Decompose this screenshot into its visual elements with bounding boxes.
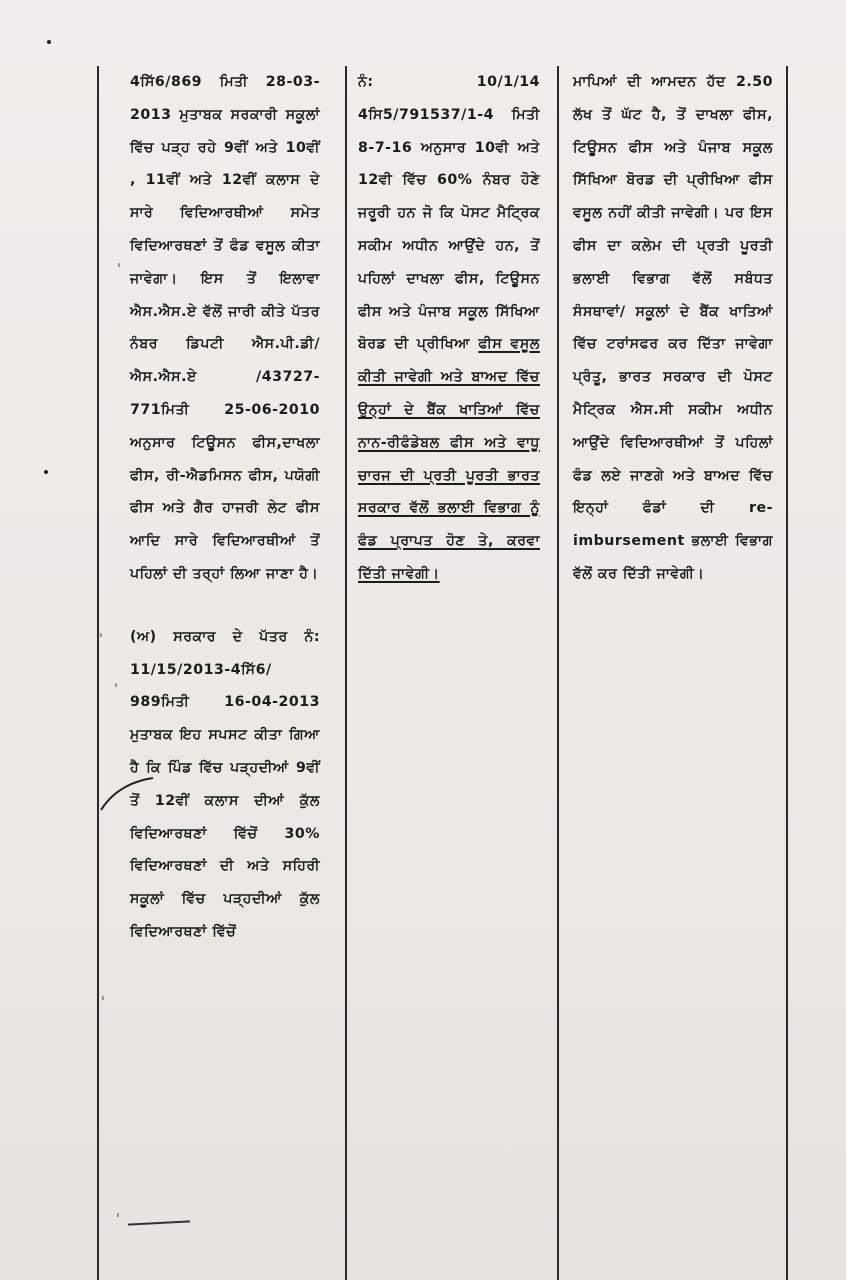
paragraph-middle xyxy=(358,66,540,591)
column-middle xyxy=(358,66,540,591)
paragraph-left-sub-a: (ਅ) ਸਰਕਾਰ ਦੇ ਪੱਤਰ ਨੰ: 11/15/2013-4ਸਿੱ6/ 989ਮਿਤੀ 16-04-2013 ਮੁਤਾਬਕ ਇਹ ਸਪਸਟ ਕੀਤਾ ਗਿਆ ਹੈ ਕਿ ਪਿੰਡ ਵਿੱਚ ਪੜ੍ਹਦੀਆਂ 9ਵੀਂ ਤੋਂ 12ਵੀਂ ਕਲਾਸ ਦੀਆਂ ਕੁੱਲ ਵਿਦਿਆਰਥਣਾਂ ਵਿੱਚੋਂ 30% ਵਿਦਿਆਰਥਣਾਂ ਦੀ ਅਤੇ ਸਹਿਰੀ ਸਕੂਲਾਂ ਵਿੱਚ ਪੜ੍ਹਦੀਆਂ ਕੁੱਲ ਵਿਦਿਆਰਥਣਾਂ ਵਿੱਚੋਂ xyxy=(130,628,320,940)
margin-tick-2: ˈ xyxy=(99,632,103,648)
column-divider-middle-left xyxy=(345,66,347,1280)
paragraph-middle-underlined: ਫੀਸ ਵਸੂਲ ਕੀਤੀ ਜਾਵੇਗੀ ਅਤੇ ਬਾਅਦ ਵਿੱਚ ਉਨ੍ਹਾਂ ਦੇ ਬੈਂਕ ਖਾਤਿਆਂ ਵਿੱਚ ਨਾਨ-ਰੀਫੰਡੇਬਲ ਫੀਸ ਅਤੇ ਵਾਧੂ ਚਾਰਜ ਦੀ ਪ੍ਰਤੀ ਪੂਰਤੀ ਭਾਰਤ ਸਰਕਾਰ ਵੱਲੋਂ ਭਲਾਈ ਵਿਭਾਗ ਨੂੰ ਫੰਡ ਪ੍ਰਾਪਤ ਹੋਣ ਤੇ, ਕਰਵਾ ਦਿੱਤੀ ਜਾਵੇਗੀ। xyxy=(358,336,540,582)
column-left xyxy=(130,66,320,949)
column-divider-right xyxy=(786,66,788,1280)
pen-tick-mark xyxy=(97,776,157,816)
paragraph-middle-plain: ਨੰ: 10/1/14 4ਸਿ5/791537/1-4 ਮਿਤੀ 8-7-16 ਅਨੁਸਾਰ 10ਵੀ ਅਤੇ 12ਵੀ ਵਿੱਚ 60% ਨੰਬਰ ਹੋਣੇ ਜਰੂਰੀ ਹਨ ਜੋ ਕਿ ਪੋਸਟ ਮੈਟ੍ਰਿਕ ਸਕੀਮ ਅਧੀਨ ਆਉਂਦੇ ਹਨ, ਤੋਂ ਪਹਿਲਾਂ ਦਾਖਲਾ ਫੀਸ, ਟਿਊਸਨ ਫੀਸ ਅਤੇ ਪੰਜਾਬ ਸਕੂਲ ਸਿੱਖਿਆ ਬੋਰਡ ਦੀ ਪ੍ਰੀਖਿਆ xyxy=(358,74,540,353)
margin-tick-5: ˈ xyxy=(116,1212,120,1228)
paragraph-left-main: 4ਸਿੱ6/869 ਮਿਤੀ 28-03-2013 ਮੁਤਾਬਕ ਸਰਕਾਰੀ ਸਕੂਲਾਂ ਵਿੱਚ ਪੜ੍ਹ ਰਹੇ 9ਵੀਂ ਅਤੇ 10ਵੀਂ , 11ਵੀਂ ਅਤੇ 12ਵੀਂ ਕਲਾਸ ਦੇ ਸਾਰੇ ਵਿਦਿਆਰਥੀਆਂ ਸਮੇਤ ਵਿਦਿਆਰਥਣਾਂ ਤੋਂ ਫੰਡ ਵਸੂਲ ਕੀਤਾ ਜਾਵੇਗਾ। ਇਸ ਤੋਂ ਇਲਾਵਾ ਐਸ.ਐਸ.ਏ ਵੱਲੋਂ ਜਾਰੀ ਕੀਤੇ ਪੱਤਰ ਨੰਬਰ ਡਿਪਟੀ ਐਸ.ਪੀ.ਡੀ/ ਐਸ.ਐਸ.ਏ /43727-771ਮਿਤੀ 25-06-2010 ਅਨੁਸਾਰ ਟਿਊਸਨ ਫੀਸ,ਦਾਖਲਾ ਫੀਸ, ਰੀ-ਐਡਮਿਸਨ ਫੀਸ, ਪਯੋਗੀ ਫੀਸ ਅਤੇ ਗੈਰ ਹਾਜਰੀ ਲੇਟ ਫੀਸ ਆਦਿ ਸਾਰੇ ਵਿਦਿਆਰਥੀਆਂ ਤੋਂ ਪਹਿਲਾਂ ਦੀ ਤਰ੍ਹਾਂ ਲਿਆ ਜਾਣਾ ਹੈ। xyxy=(130,74,320,582)
margin-tick-1: ˈ xyxy=(117,262,121,278)
margin-tick-4: ˈ xyxy=(101,995,105,1011)
paragraph-right: ਮਾਪਿਆਂ ਦੀ ਆਮਦਨ ਹੱਦ 2.50 ਲੱਖ ਤੋਂ ਘੱਟ ਹੈ, ਤੋਂ ਦਾਖਲਾ ਫੀਸ, ਟਿਊਸਨ ਫੀਸ ਅਤੇ ਪੰਜਾਬ ਸਕੂਲ ਸਿੱਖਿਆ ਬੋਰਡ ਦੀ ਪ੍ਰੀਖਿਆ ਫੀਸ ਵਸੂਲ ਨਹੀਂ ਕੀਤੀ ਜਾਵੇਗੀ। ਪਰ ਇਸ ਫੀਸ ਦਾ ਕਲੇਮ ਦੀ ਪ੍ਰਤੀ ਪੂਰਤੀ ਭਲਾਈ ਵਿਭਾਗ ਵੱਲੋਂ ਸਬੰਧਤ ਸੰਸਥਾਵਾਂ/ ਸਕੂਲਾਂ ਦੇ ਬੈਂਕ ਖਾਤਿਆਂ ਵਿੱਚ ਟਰਾਂਸਫਰ ਕਰ ਦਿੱਤਾ ਜਾਵੇਗਾ ਪ੍ਰੰਤੂ, ਭਾਰਤ ਸਰਕਾਰ ਦੀ ਪੋਸਟ ਮੈਟ੍ਰਿਕ ਐਸ.ਸੀ ਸਕੀਮ ਅਧੀਨ ਆਉਂਦੇ ਵਿਦਿਆਰਥੀਆਂ ਤੋਂ ਪਹਿਲਾਂ ਫੰਡ ਲਏ ਜਾਣਗੇ ਅਤੇ ਬਾਅਦ ਵਿੱਚ ਇਨ੍ਹਾਂ ਫੰਡਾਂ ਦੀ re-imbursement ਭਲਾਈ ਵਿਭਾਗ ਵੱਲੋਂ ਕਰ ਦਿੱਤੀ ਜਾਵੇਗੀ। xyxy=(573,74,773,582)
margin-dot-top xyxy=(47,40,51,44)
column-divider-left xyxy=(97,66,99,1280)
margin-tick-3: ˈ xyxy=(114,682,118,698)
column-divider-middle-right xyxy=(557,66,559,1280)
column-right xyxy=(573,66,773,591)
margin-dot-middle xyxy=(44,470,48,474)
